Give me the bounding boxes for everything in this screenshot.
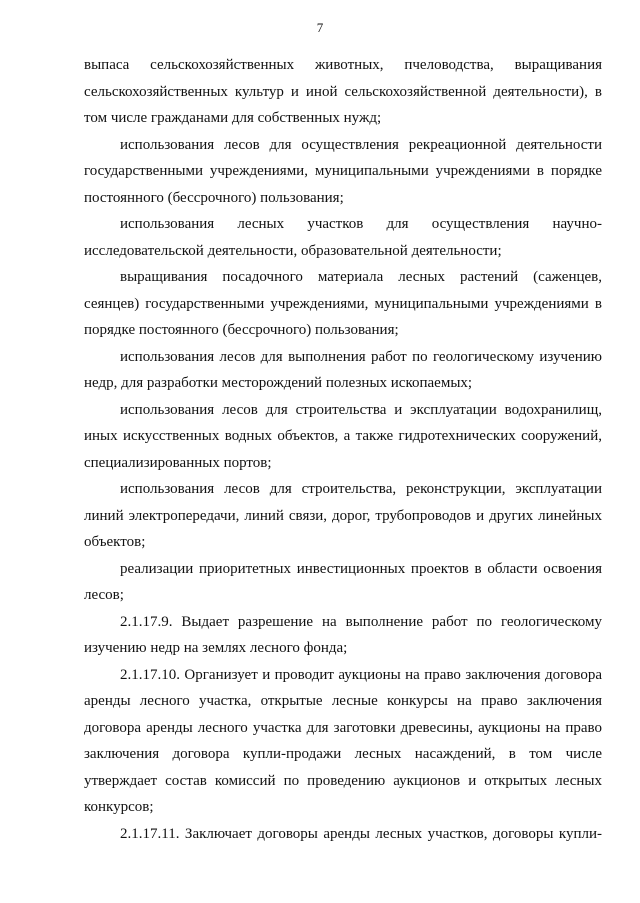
paragraph-8: реализации приоритетных инвестиционных проектов в области освоения лесов; bbox=[84, 560, 602, 603]
paragraph-5: использования лесов для выполнения работ по геологическому изучению недр, для разработки месторождений полезных ископаемых; bbox=[84, 348, 602, 391]
document-body bbox=[84, 52, 602, 847]
paragraph-1: выпаса сельскохозяйственных животных, пчеловодства, выращивания сельскохозяйственных культур и иной сельскохозяйственной деятельности), в том числе гражданами для собственных нужд; bbox=[84, 57, 602, 126]
paragraph-4: выращивания посадочного материала лесных растений (саженцев, сеянцев) государственными учреждениями, муниципальными учреждениями в порядке постоянного (бессрочного) пользования; bbox=[84, 269, 602, 338]
paragraph-6: использования лесов для строительства и эксплуатации водохранилищ, иных искусственных водных объектов, а также гидротехнических сооружений, специализированных портов; bbox=[84, 401, 602, 471]
paragraph-2: использования лесов для осуществления рекреационной деятельности государственными учреждениями, муниципальными учреждениями в порядке постоянного (бессрочного) пользования; bbox=[84, 136, 602, 206]
paragraph-10: 2.1.17.10. Организует и проводит аукционы на право заключения договора аренды лесного участка, открытые лесные конкурсы на право заключения договора аренды лесного участка для заготовки древесины, аукционы на право заключения договора купли-продажи лесных насаждений, в том числе утверждает состав комиссий по проведению аукционов и открытых лесных конкурсов; bbox=[84, 666, 602, 815]
paragraph-3: использования лесных участков для осуществления научно-исследовательской деятельности, образовательной деятельности; bbox=[84, 216, 602, 259]
paragraph-11: 2.1.17.11. Заключает договоры аренды лесных участков, договоры купли- bbox=[120, 825, 602, 842]
paragraph-9: 2.1.17.9. Выдает разрешение на выполнение работ по геологическому изучению недр на землях лесного фонда; bbox=[84, 613, 602, 656]
page-number: 7 bbox=[316, 20, 324, 35]
paragraph-7: использования лесов для строительства, реконструкции, эксплуатации линий электропередачи, линий связи, дорог, трубопроводов и других линейных объектов; bbox=[84, 481, 602, 550]
